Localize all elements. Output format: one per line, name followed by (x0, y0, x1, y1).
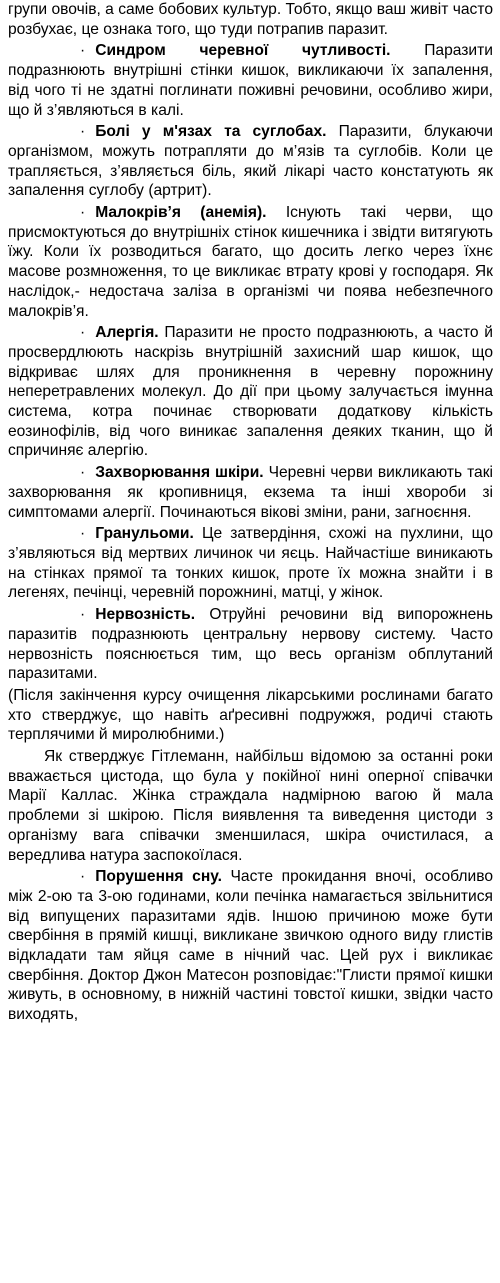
symptom-heading: Захворювання шкіри. (95, 464, 264, 482)
symptom-description: Часте прокидання вночі, особливо між 2-ою та 3-ою годинами, коли печінка намагається звільнитися від випущених паразитами ядів. Іншою причиною може бути свербіння в прямій кишці, викликане звичкою одного виду глистів відкладати там яйця саме в нічний час. Цей рух і викликає свербіння. Доктор Джон Матесон розповідає:"Глисти прямої кишки живуть, в основному, в нижній частині товстої кишки, звідки часто виходять, (8, 868, 493, 1024)
bullet-marker: · (80, 525, 86, 543)
paragraph-callas-story (8, 747, 493, 865)
symptom-heading: Алергія. (95, 324, 159, 342)
symptom-description: Паразити подразнюють внутрішні стінки кишок, викликаючи їх запалення, від чого ті не здатні поглинати поживні речовини, особливо жири, що й з’являються в калі. (8, 42, 493, 119)
symptom-item-skin-disease (8, 463, 493, 522)
symptom-heading: Болі у м'язах та суглобах. (95, 123, 327, 141)
symptom-description: Паразити не просто подразнюють, а часто й просвердлюють наскрізь внутрішній захисний шар кишок, що відкриває шлях для проникнення в черевну порожнину неперетравлених молекул. До дії при цьому залучається імунна система, котра починає створювати додаткову кількість еозинофілів, від чого виникає запалення деяких тканин, що й спричиняє алергію. (8, 324, 493, 460)
bullet-marker: · (80, 868, 86, 886)
bullet-marker: · (80, 204, 86, 222)
symptom-heading: Гранульоми. (95, 525, 194, 543)
bullet-marker: · (80, 324, 86, 342)
bullet-marker: · (80, 42, 86, 60)
bullet-marker: · (80, 123, 86, 141)
paragraph-text: групи овочів, а саме бобових культур. Тобто, якщо ваш живіт часто розбухає, це ознака того, що туди потрапив паразит. (8, 1, 493, 38)
symptom-description: Черевні черви викликають такі захворювання як кропивниця, екзема та інші хвороби зі симптомами алергії. Починаються вікові зміни, рани, загноєння. (8, 464, 493, 521)
symptom-heading: Малокрів’я (анемія). (95, 204, 267, 222)
symptom-item-allergy (8, 323, 493, 461)
paragraph-text: Як стверджує Гітлеманн, найбільш відомою за останні роки вважається цистода, що була у покійної нині оперної співачки Марії Каллас. Жінка страждала надмірною вагою й мала проблеми зі шкірою. Після виявлення та виведення цистоди з організму вага співачки зменшилася, шкіра очистилася, а вередлива натура заспокоїлася. (8, 748, 493, 864)
bullet-marker: · (80, 606, 86, 624)
paragraph-intro-continuation (8, 0, 493, 39)
bullet-marker: · (80, 464, 86, 482)
paragraph-text: (Після закінчення курсу очищення лікарськими рослинами багато хто стверджує, що навіть аґресивні подружжя, родичі стають терплячими й миролюбними.) (8, 686, 493, 744)
symptom-description: Паразити, блукаючи організмом, можуть потрапляти до м’язів та суглобів. Коли це трапляється, з’являється біль, який лікарі часто констатують як запалення суглобу (артрит). (8, 123, 493, 200)
symptom-description: Існують такі черви, що присмоктуються до внутрішніх стінок кишечника і звідти витягують їжу. Коли їх розводиться багато, що досить легко через їхнє масове розмноження, то це викликає втрату крові у господаря. Як наслідок,- недостача заліза в організмі чи поява небезпечного малокрів’я. (8, 204, 493, 320)
symptom-description: Це затвердіння, схожі на пухлини, що з’являються від мертвих личинок чи яєць. Найчастіше виникають на стінках прямої та тонких кишок, проте їх можна знайти і в легенях, печінці, черевній порожнині, матці, у жінок. (8, 525, 493, 602)
symptom-item-abdominal-sensitivity (8, 41, 493, 120)
symptom-heading: Нервозність. (95, 606, 196, 624)
symptom-heading: Синдром черевної чутливості. (95, 42, 391, 60)
symptom-item-nervousness (8, 605, 493, 684)
symptom-item-sleep-disorder (8, 867, 493, 1025)
parenthetical-note (8, 686, 493, 745)
symptom-item-granulomas (8, 524, 493, 603)
symptom-item-muscle-joint-pain (8, 122, 493, 201)
symptom-description: Отруйні речовини від випорожнень паразитів подразнюють центральну нервову систему. Часто нервозність пояснюється тим, що весь організм обплутаний паразитами. (8, 606, 493, 683)
symptom-heading: Порушення сну. (95, 868, 222, 886)
symptom-item-anemia (8, 203, 493, 321)
